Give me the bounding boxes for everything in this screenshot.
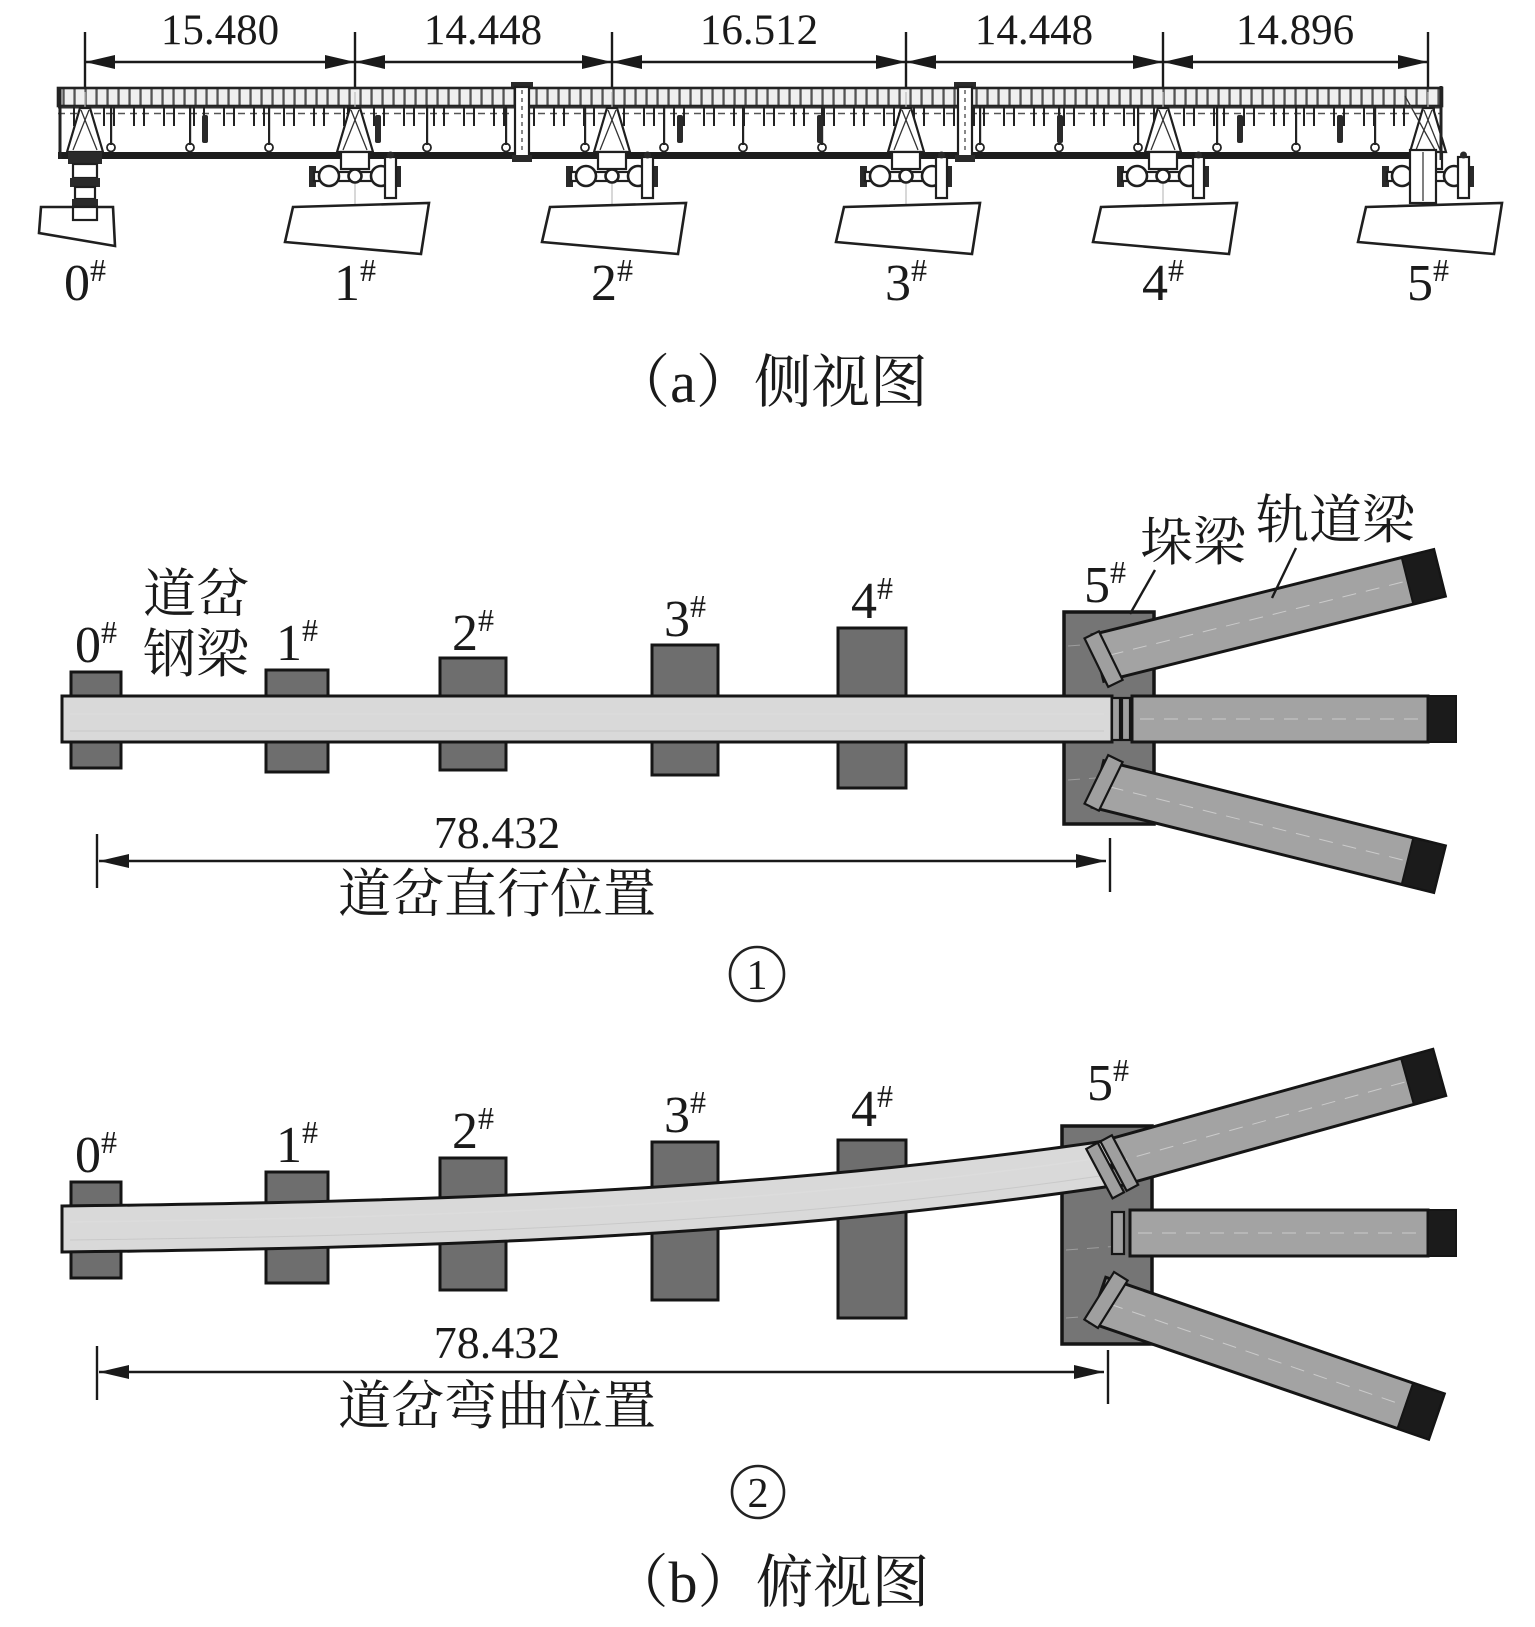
caption-side-view: （a）侧视图 (612, 350, 928, 415)
circled-number-1: 1 (746, 953, 768, 999)
damper (1337, 115, 1343, 143)
track-beam-end-cap (1428, 1210, 1456, 1256)
pier-label: 2# (452, 1100, 494, 1160)
buttress-leader-line (1130, 570, 1155, 614)
track-beam-lower (1092, 761, 1445, 893)
pier-label: 4# (851, 1078, 893, 1138)
pier-5-label: 5# (1087, 1052, 1129, 1112)
beam-connector (1122, 698, 1130, 740)
damper (1237, 115, 1243, 143)
damper (1057, 115, 1063, 143)
pier-5-label: 5# (1084, 554, 1126, 614)
span-dimension: 16.512 (699, 7, 819, 54)
span-dimension: 14.896 (1235, 7, 1355, 54)
span-dimension: 15.480 (160, 7, 280, 54)
track-beam-upper (1096, 1049, 1446, 1189)
track-beam-lower (1090, 1277, 1444, 1439)
track-beam-middle (1132, 696, 1456, 742)
dim-caption-curved: 道岔弯曲位置 (338, 1378, 656, 1436)
pier-label: 1# (276, 612, 318, 672)
track-beam-middle (1112, 1210, 1456, 1256)
pier-label: 2# (591, 252, 633, 312)
circled-number-2: 2 (747, 1471, 769, 1517)
pier-label: 1# (276, 1114, 318, 1174)
deck-top-chord (58, 88, 1442, 106)
switch-beam-curved (62, 1140, 1112, 1252)
top-view-straight (62, 492, 1456, 1001)
pier-label: 0# (75, 1124, 117, 1184)
track-beam-label: 轨道梁 (1256, 492, 1415, 550)
damper (817, 115, 823, 143)
top-view-curved (62, 1049, 1456, 1518)
overall-dimension: 78.432 (433, 1317, 561, 1368)
pier-label: 3# (664, 1084, 706, 1144)
track-beam-end-cap (1428, 696, 1456, 742)
buttress-label: 垛梁 (1140, 514, 1246, 572)
beam-connector (1112, 1212, 1124, 1254)
beam-connector (1112, 698, 1120, 740)
span-dimension: 14.448 (423, 7, 543, 54)
damper (202, 115, 208, 143)
pier-label: 4# (1142, 252, 1184, 312)
side-view-diagram (39, 7, 1502, 415)
mid-span-post (954, 82, 976, 162)
damper (375, 115, 381, 143)
pier-label: 0# (64, 252, 106, 312)
pier-label: 5# (1407, 252, 1449, 312)
overall-dimension: 78.432 (433, 807, 561, 858)
switch-beam-label-line2: 钢梁 (143, 626, 249, 684)
span-dimension: 14.448 (974, 7, 1094, 54)
damper (677, 115, 683, 143)
pier-label: 3# (885, 252, 927, 312)
hanger-rods (64, 106, 1436, 153)
pier-label: 1# (334, 252, 376, 312)
deck-bottom-chord (58, 152, 1442, 159)
pier-label: 0# (75, 614, 117, 674)
pier-label: 2# (452, 602, 494, 662)
caption-top-view: （b）俯视图 (610, 1550, 930, 1615)
mid-span-post (511, 82, 533, 162)
switch-beam-label-line1: 道岔 (143, 566, 249, 624)
switch-beam-straight (62, 696, 1112, 742)
dim-caption-straight: 道岔直行位置 (338, 866, 656, 924)
pier-label: 4# (851, 570, 893, 630)
pier-label: 3# (664, 588, 706, 648)
